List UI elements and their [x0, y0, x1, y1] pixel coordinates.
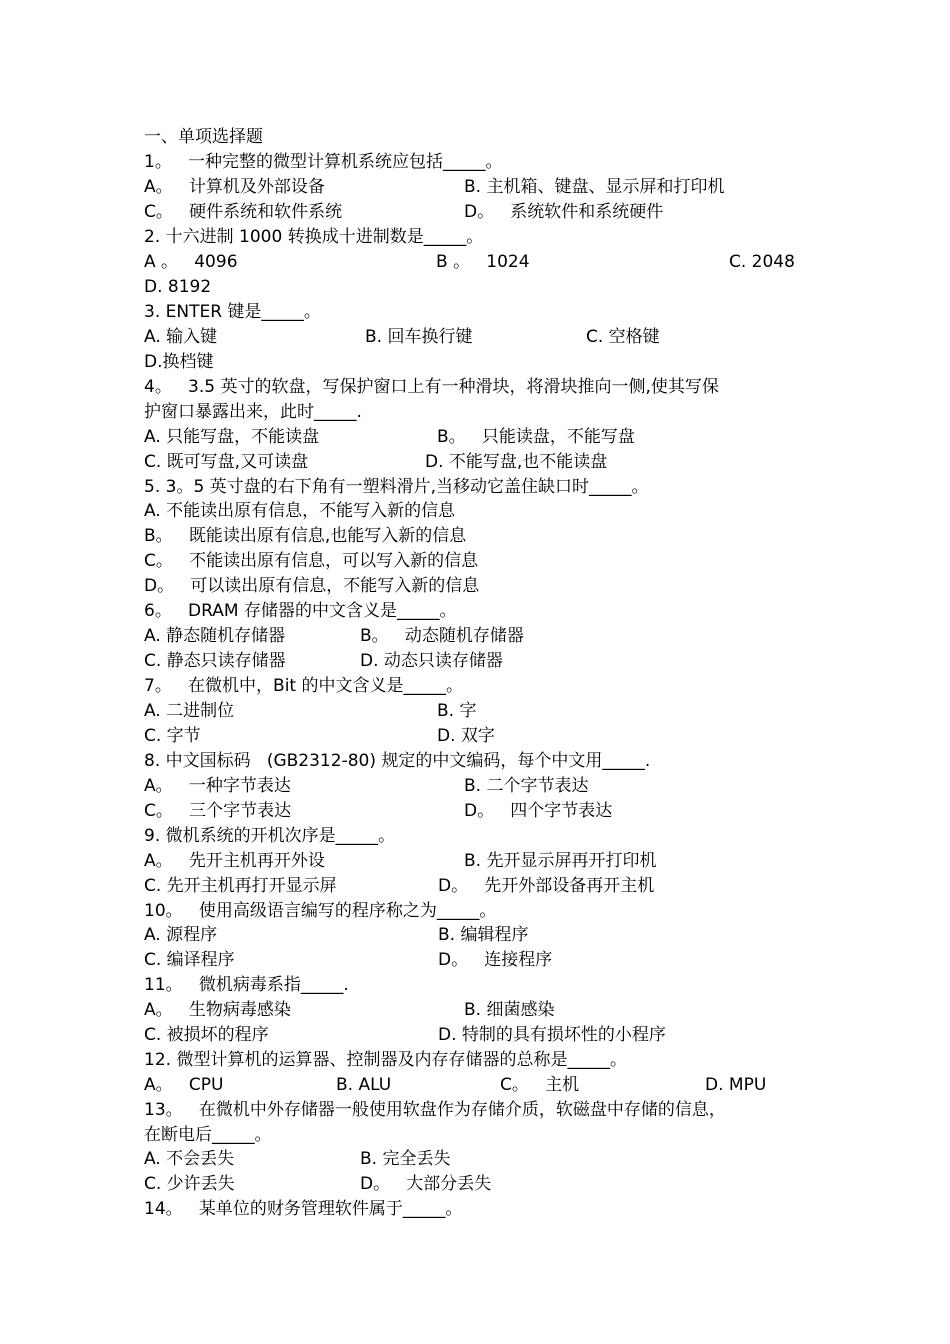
question-7-option-b: B. 字: [437, 701, 477, 721]
question-11-option-d: D. 特制的具有损坏性的小程序: [438, 1025, 666, 1045]
question-5-option-a: A. 不能读出原有信息，不能写入新的信息: [144, 501, 456, 521]
question-10-option-a: A. 源程序: [144, 925, 218, 945]
question-12-option-b: B. ALU: [336, 1075, 392, 1095]
question-4-option-c: C. 既可写盘,又可读盘: [144, 452, 309, 472]
question-8-stem: 8. 中文国标码 (GB2312-80) 规定的中文编码，每个中文用_____.: [144, 751, 651, 771]
question-9-stem: 9. 微机系统的开机次序是_____。: [144, 826, 396, 846]
question-12-option-a: A。 CPU: [144, 1075, 224, 1095]
question-13-option-d: D。 大部分丢失: [360, 1174, 492, 1194]
question-9-option-b: B. 先开显示屏再开打印机: [464, 851, 657, 871]
question-5-option-d: D。 可以读出原有信息，不能写入新的信息: [144, 576, 480, 596]
question-4-stem-line-2: 护窗口暴露出来，此时_____.: [144, 402, 362, 422]
question-11-stem: 11。 微机病毒系指_____.: [144, 975, 349, 995]
question-2-option-b: B 。 1024: [436, 252, 530, 272]
question-12-stem: 12. 微型计算机的运算器、控制器及内存存储器的总称是_____。: [144, 1050, 627, 1070]
question-3-option-d: D.换档键: [144, 352, 214, 372]
question-13-stem-line-2: 在断电后_____。: [144, 1125, 272, 1145]
question-1-option-c: C。 硬件系统和软件系统: [144, 202, 343, 222]
question-6-option-c: C. 静态只读存储器: [144, 651, 286, 671]
question-13-option-a: A. 不会丢失: [144, 1149, 235, 1169]
question-9-option-d: D。 先开外部设备再开主机: [438, 876, 655, 896]
question-10-option-c: C. 编译程序: [144, 950, 235, 970]
question-13-stem-line-1: 13。 在微机中外存储器一般使用软盘作为存储介质，软磁盘中存储的信息，: [144, 1100, 726, 1120]
question-7-option-c: C. 字节: [144, 726, 201, 746]
question-11-option-c: C. 被损坏的程序: [144, 1025, 269, 1045]
question-6-stem: 6。 DRAM 存储器的中文含义是_____。: [144, 601, 457, 621]
question-5-option-b: B。 既能读出原有信息,也能写入新的信息: [144, 526, 467, 546]
question-8-option-c: C。 三个字节表达: [144, 801, 292, 821]
question-6-option-a: A. 静态随机存储器: [144, 626, 286, 646]
question-6-option-d: D. 动态只读存储器: [360, 651, 503, 671]
question-7-option-d: D. 双字: [437, 726, 495, 746]
question-12-option-d: D. MPU: [705, 1075, 767, 1095]
question-4-option-a: A. 只能写盘，不能读盘: [144, 427, 320, 447]
question-5-option-c: C。 不能读出原有信息，可以写入新的信息: [144, 551, 479, 571]
question-7-stem: 7。 在微机中，Bit 的中文含义是_____。: [144, 676, 463, 696]
question-4-option-b: B。 只能读盘，不能写盘: [437, 427, 635, 447]
question-3-option-c: C. 空格键: [586, 327, 660, 347]
question-9-option-a: A。 先开主机再开外设: [144, 851, 325, 871]
question-12-option-c: C。 主机: [500, 1075, 580, 1095]
question-3-option-b: B. 回车换行键: [365, 327, 473, 347]
question-10-stem: 10。 使用高级语言编写的程序称之为_____。: [144, 901, 497, 921]
question-2-stem: 2. 十六进制 1000 转换成十进制数是_____。: [144, 227, 484, 247]
question-7-option-a: A. 二进制位: [144, 701, 235, 721]
question-11-option-b: B. 细菌感染: [464, 1000, 555, 1020]
question-9-option-c: C. 先开主机再打开显示屏: [144, 876, 337, 896]
question-8-option-a: A。 一种字节表达: [144, 776, 291, 796]
question-4-stem-line-1: 4。 3.5 英寸的软盘，写保护窗口上有一种滑块，将滑块推向一侧,使其写保: [144, 377, 719, 397]
question-11-option-a: A。 生物病毒感染: [144, 1000, 291, 1020]
question-1-option-a: A。 计算机及外部设备: [144, 177, 325, 197]
question-10-option-b: B. 编辑程序: [438, 925, 529, 945]
question-13-option-c: C. 少许丢失: [144, 1174, 235, 1194]
question-2-option-a: A 。 4096: [144, 252, 238, 272]
question-1-stem: 1。 一种完整的微型计算机系统应包括_____。: [144, 152, 503, 172]
question-2-option-d: D. 8192: [144, 277, 212, 297]
question-14-stem: 14。 某单位的财务管理软件属于_____。: [144, 1199, 463, 1219]
question-2-option-c: C. 2048: [729, 252, 795, 272]
question-8-option-b: B. 二个字节表达: [464, 776, 589, 796]
question-10-option-d: D。 连接程序: [438, 950, 553, 970]
question-4-option-d: D. 不能写盘,也不能读盘: [425, 452, 608, 472]
question-6-option-b: B。 动态随机存储器: [360, 626, 524, 646]
question-3-stem: 3. ENTER 键是_____。: [144, 302, 321, 322]
question-3-option-a: A. 输入键: [144, 327, 218, 347]
question-8-option-d: D。 四个字节表达: [464, 801, 613, 821]
question-5-stem: 5. 3。5 英寸盘的右下角有一塑料滑片,当移动它盖住缺口时_____。: [144, 477, 649, 497]
question-1-option-b: B. 主机箱、键盘、显示屏和打印机: [464, 177, 725, 197]
question-13-option-b: B. 完全丢失: [360, 1149, 451, 1169]
question-1-option-d: D。 系统软件和系统硬件: [464, 202, 664, 222]
section-title: 一、单项选择题: [144, 127, 263, 147]
